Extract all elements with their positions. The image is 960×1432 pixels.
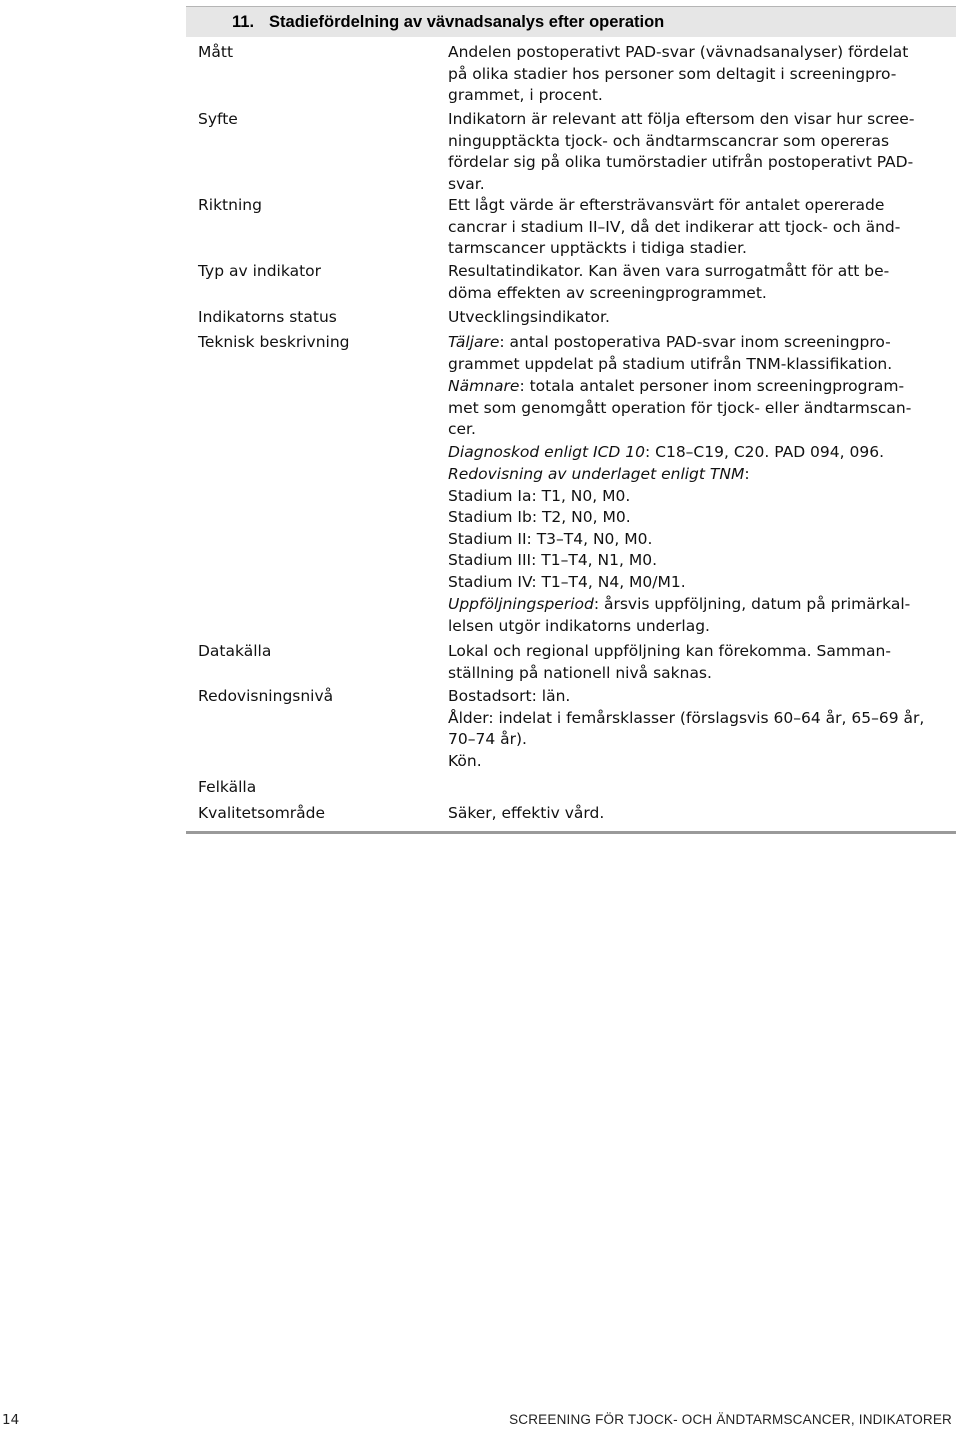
redovisning-term: Redovisning av underlaget enligt TNM bbox=[448, 465, 745, 483]
text-line: Ett lågt värde är eftersträvansvärt för antalet opererade bbox=[448, 196, 885, 214]
row-value bbox=[448, 195, 948, 260]
indicator-table bbox=[186, 6, 956, 834]
row-value bbox=[448, 42, 948, 107]
section-title: Stadiefördelning av vävnadsanalys efter operation bbox=[269, 12, 665, 31]
text-line: grammet, i procent. bbox=[448, 86, 603, 104]
text-line: Utvecklingsindikator. bbox=[448, 308, 610, 326]
text-line bbox=[448, 442, 948, 464]
stadium-line: Stadium II: T3–T4, N0, M0. bbox=[448, 529, 653, 548]
text-line: lelsen utgör indikatorns underlag. bbox=[448, 616, 710, 635]
text-line: Ålder: indelat i femårsklasser (förslagsvis 60–64 år, 65–69 år, bbox=[448, 708, 925, 727]
row-label: Datakälla bbox=[198, 642, 272, 660]
stadium-line: Stadium Ib: T2, N0, M0. bbox=[448, 508, 631, 526]
page-number: 14 bbox=[2, 1412, 20, 1428]
text-line bbox=[448, 464, 948, 486]
text-line bbox=[448, 594, 948, 616]
row-label: Teknisk beskrivning bbox=[198, 333, 350, 351]
text-line: cer. bbox=[448, 420, 476, 438]
text-line: svar. bbox=[448, 174, 485, 193]
text-line: Resultatindikator. Kan även vara surrogatmått för att be- bbox=[448, 262, 890, 280]
stadium-line: Stadium Ia: T1, N0, M0. bbox=[448, 486, 631, 505]
row-label: Riktning bbox=[198, 196, 262, 214]
diagnos-text: : C18–C19, C20. PAD 094, 096. bbox=[644, 442, 885, 461]
text-line: ningupptäckta tjock- och ändtarmscancrar som opereras bbox=[448, 131, 890, 150]
text-line bbox=[448, 376, 948, 398]
diagnos-term: Diagnoskod enligt ICD 10 bbox=[448, 442, 645, 461]
row-label: Kvalitetsområde bbox=[198, 804, 326, 822]
row-label: Syfte bbox=[198, 110, 238, 128]
text-line: på olika stadier hos personer som deltagit i screeningpro- bbox=[448, 64, 897, 83]
text-line: Andelen postoperativt PAD-svar (vävnadsanalyser) fördelat bbox=[448, 43, 909, 61]
text-line: grammet uppdelat på stadium utifrån TNM-klassifikation. bbox=[448, 354, 893, 373]
row-label: Felkälla bbox=[198, 778, 257, 796]
namnare-term: Nämnare bbox=[448, 377, 520, 395]
text-line: 70–74 år). bbox=[448, 730, 527, 748]
redovisning-text: : bbox=[744, 465, 750, 483]
text-line: Indikatorn är relevant att följa eftersom den visar hur scree- bbox=[448, 110, 915, 128]
stadium-line: Stadium IV: T1–T4, N4, M0/M1. bbox=[448, 572, 686, 591]
document-title: SCREENING FÖR TJOCK- OCH ÄNDTARMSCANCER, INDIKATORER bbox=[509, 1412, 952, 1427]
section-number: 11. bbox=[232, 12, 255, 31]
text-line: tarmscancer upptäckts i tidiga stadier. bbox=[448, 239, 747, 257]
row-value bbox=[448, 686, 948, 772]
text-line: met som genomgått operation för tjock- eller ändtarmscan- bbox=[448, 398, 912, 417]
text-line: fördelar sig på olika tumörstadier utifrån postoperativt PAD- bbox=[448, 153, 914, 171]
row-label: Typ av indikator bbox=[198, 262, 322, 280]
uppfoljning-term: Uppföljningsperiod bbox=[448, 595, 594, 613]
indicator-rows bbox=[186, 37, 956, 831]
taljare-text: : antal postoperativa PAD-svar inom screeningpro- bbox=[499, 333, 891, 351]
taljare-term: Täljare bbox=[448, 333, 500, 351]
row-value bbox=[448, 109, 948, 195]
stadium-line: Stadium III: T1–T4, N1, M0. bbox=[448, 551, 658, 569]
text-line bbox=[448, 332, 948, 354]
page-footer bbox=[0, 1412, 960, 1432]
uppfoljning-text: : årsvis uppföljning, datum på primärkal- bbox=[593, 595, 911, 613]
namnare-block bbox=[448, 376, 948, 441]
row-value bbox=[448, 332, 948, 638]
uppfoljning-block bbox=[448, 594, 948, 637]
text-line: döma effekten av screeningprogrammet. bbox=[448, 283, 767, 302]
text-line: Säker, effektiv vård. bbox=[448, 804, 605, 822]
text-line: Kön. bbox=[448, 751, 482, 770]
section-header bbox=[186, 6, 956, 37]
row-label: Indikatorns status bbox=[198, 308, 337, 326]
row-value bbox=[448, 261, 948, 304]
row-label: Redovisningsnivå bbox=[198, 687, 334, 705]
row-value bbox=[448, 803, 948, 825]
namnare-text: : totala antalet personer inom screeningprogram- bbox=[519, 377, 905, 395]
row-label: Mått bbox=[198, 43, 234, 61]
diagnos-block bbox=[448, 442, 948, 464]
redovisning-block bbox=[448, 464, 948, 593]
text-line: Lokal och regional uppföljning kan förekomma. Samman- bbox=[448, 642, 891, 660]
row-value bbox=[448, 307, 948, 329]
taljare-block bbox=[448, 332, 948, 375]
text-line: cancrar i stadium II–IV, då det indikerar att tjock- och änd- bbox=[448, 217, 901, 236]
row-value bbox=[448, 641, 948, 684]
text-line: Bostadsort: län. bbox=[448, 687, 571, 705]
text-line: ställning på nationell nivå saknas. bbox=[448, 663, 712, 682]
